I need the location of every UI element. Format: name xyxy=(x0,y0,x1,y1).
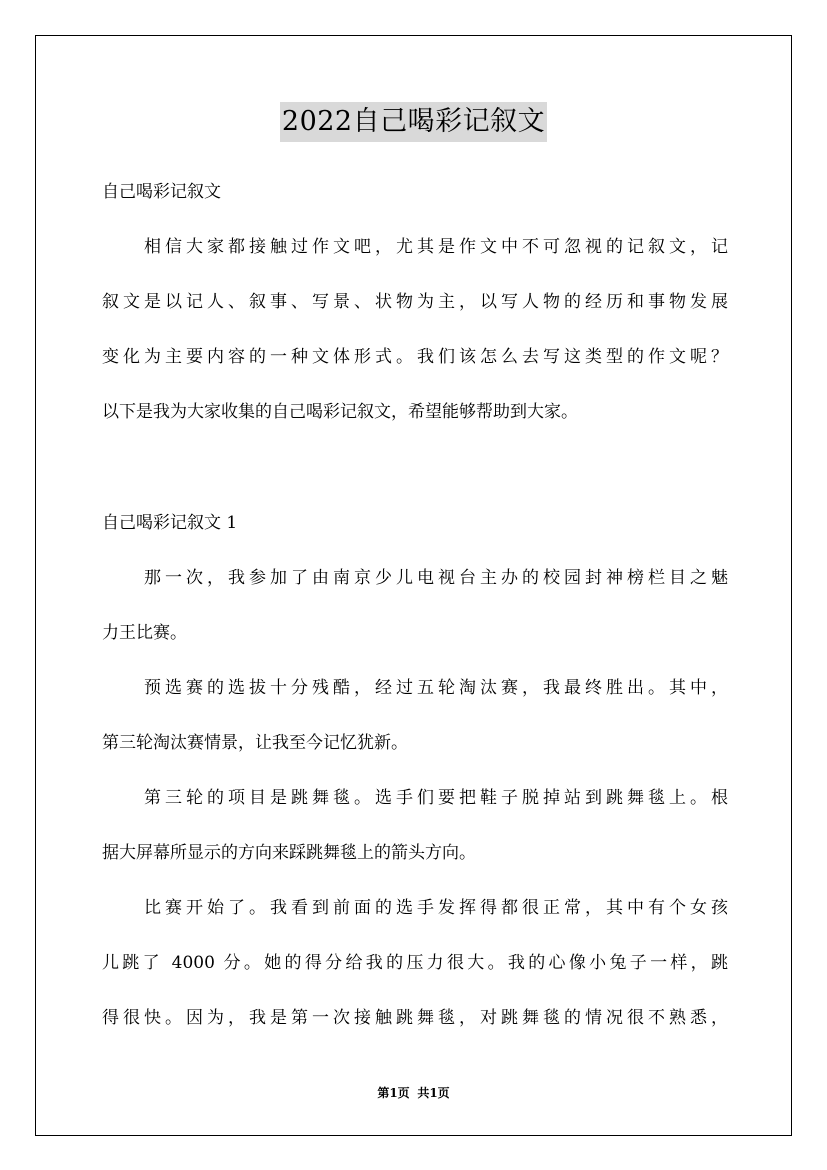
body-line: 那一次，我参加了由南京少儿电视台主办的校园封神榜栏目之魅 xyxy=(144,568,728,588)
intro-line: 变化为主要内容的一种文体形式。我们该怎么去写这类型的作文呢？ xyxy=(102,347,728,367)
body-line: 得很快。因为，我是第一次接触跳舞毯，对跳舞毯的情况很不熟悉， xyxy=(102,1008,728,1028)
intro-line: 叙文是以记人、叙事、写景、状物为主，以写人物的经历和事物发展 xyxy=(102,292,728,312)
body-line: 儿跳了 4000 分。她的得分给我的压力很大。我的心像小兔子一样，跳 xyxy=(102,953,728,973)
page-total: 共1页 xyxy=(417,1086,450,1100)
body-line: 第三轮的项目是跳舞毯。选手们要把鞋子脱掉站到跳舞毯上。根 xyxy=(144,788,728,808)
body-line: 预选赛的选拔十分残酷，经过五轮淘汰赛，我最终胜出。其中， xyxy=(144,678,728,698)
document-title: 2022自己喝彩记叙文 xyxy=(280,102,547,142)
subtitle: 自己喝彩记叙文 xyxy=(102,182,221,202)
section-heading: 自己喝彩记叙文 1 xyxy=(102,513,238,533)
body-line: 据大屏幕所显示的方向来踩跳舞毯上的箭头方向。 xyxy=(102,843,476,863)
intro-line: 以下是我为大家收集的自己喝彩记叙文，希望能够帮助到大家。 xyxy=(102,402,578,422)
body-line: 力王比赛。 xyxy=(102,623,187,643)
intro-line: 相信大家都接触过作文吧，尤其是作文中不可忽视的记叙文，记 xyxy=(144,237,728,257)
body-line: 第三轮淘汰赛情景，让我至今记忆犹新。 xyxy=(102,733,408,753)
body-line: 比赛开始了。我看到前面的选手发挥得都很正常，其中有个女孩 xyxy=(144,898,728,918)
page-footer xyxy=(0,1083,827,1103)
paragraph-gap xyxy=(102,447,728,503)
title-container xyxy=(0,102,827,142)
document-body xyxy=(102,172,728,1053)
page-number: 第1页 xyxy=(377,1086,410,1100)
